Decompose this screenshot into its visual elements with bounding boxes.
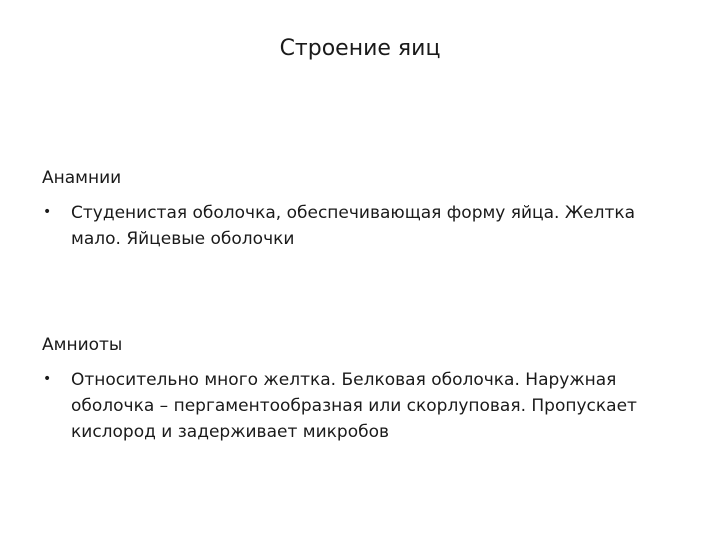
bullet-list: [42, 200, 682, 252]
section-heading: Анамнии: [42, 168, 122, 188]
bullet-text: Студенистая оболочка, обеспечивающая форму яйца. Желтка мало. Яйцевые оболочки: [71, 203, 636, 249]
slide-title: Строение яиц: [279, 36, 441, 61]
section-anamnia: [42, 166, 682, 252]
bullet-text: Относительно много желтка. Белковая оболочка. Наружная оболочка – пергаментообразная или скорлуповая. Пропускает кислород и задерживает микробов: [71, 370, 637, 442]
bullet-item: [42, 367, 682, 445]
bullet-item: [42, 200, 682, 252]
bullet-dot-icon: •: [43, 204, 52, 220]
section-amniota: [42, 333, 682, 445]
bullet-list: [42, 367, 682, 445]
bullet-dot-icon: •: [43, 371, 52, 387]
section-heading: Амниоты: [42, 335, 123, 355]
